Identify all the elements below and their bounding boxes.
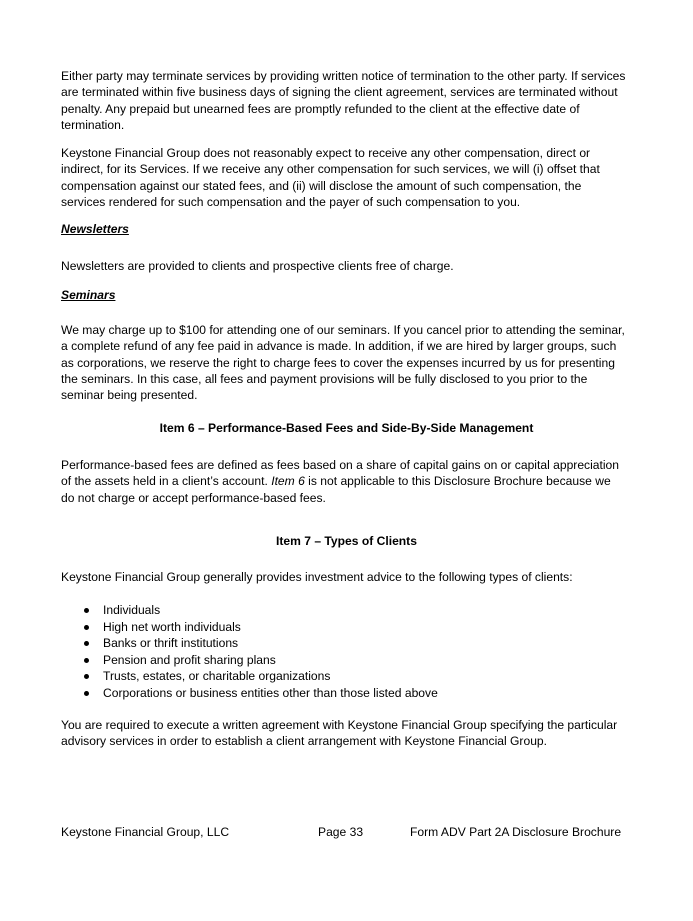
client-types-list (61, 602, 621, 702)
compensation-paragraph: Keystone Financial Group does not reasonably expect to receive any other compensation, direct or indirect, for its Services. If we receive any other compensation for such services, we will (i) offset that compensation against our stated fees, and (ii) will disclose the amount of such compensation, the services rendered for such compensation and the payer of such compensation to you. (61, 146, 600, 209)
list-item: Trusts, estates, or charitable organizations (61, 668, 621, 685)
item6-text-b: is not applicable to this Disclosure Brochure because we do not charge or accept performance-based fees. (61, 474, 611, 505)
newsletters-paragraph: Newsletters are provided to clients and prospective clients free of charge. (61, 259, 454, 273)
item6-text-emphasis: Item 6 (271, 474, 305, 489)
list-item: Individuals (61, 602, 621, 619)
item6-text-a: Performance-based fees are defined as fees based on a share of capital gains on or capital appreciation of the assets held in a client’s account. (61, 458, 620, 489)
seminars-paragraph: We may charge up to $100 for attending one of our seminars. If you cancel prior to attending the seminar, a complete refund of any fee paid in advance is made. In addition, if we are hired by larger groups, such as corporations, we reserve the right to charge fees to cover the expenses incurred by us for presenting the seminars. In this case, all fees and payment provisions will be fully disclosed to you prior to the seminar being presented. (61, 323, 625, 403)
footer-form-title: Form ADV Part 2A Disclosure Brochure (410, 825, 622, 839)
item6-heading: Item 6 – Performance-Based Fees and Side-By-Side Management (159, 421, 534, 435)
footer-company: Keystone Financial Group, LLC (61, 825, 230, 839)
item7-intro: Keystone Financial Group generally provides investment advice to the following types of clients: (61, 570, 573, 584)
list-item: Pension and profit sharing plans (61, 652, 621, 669)
item6-paragraph (61, 457, 626, 506)
item7-heading: Item 7 – Types of Clients (276, 534, 417, 548)
list-item: Banks or thrift institutions (61, 635, 621, 652)
list-item: Corporations or business entities other than those listed above (61, 685, 621, 702)
footer-page-number: Page 33 (318, 825, 364, 839)
item7-closing-paragraph: You are required to execute a written agreement with Keystone Financial Group specifying the particular advisory services in order to establish a client arrangement with Keystone Financial Group. (61, 718, 618, 749)
list-item: High net worth individuals (61, 619, 621, 636)
seminars-heading: Seminars (61, 288, 116, 302)
termination-paragraph: Either party may terminate services by providing written notice of termination to the other party. If services are terminated within five business days of signing the client agreement, services are terminated without penalty. Any prepaid but unearned fees are promptly refunded to the client at the effective date of termination. (61, 69, 626, 132)
newsletters-heading: Newsletters (61, 222, 129, 236)
